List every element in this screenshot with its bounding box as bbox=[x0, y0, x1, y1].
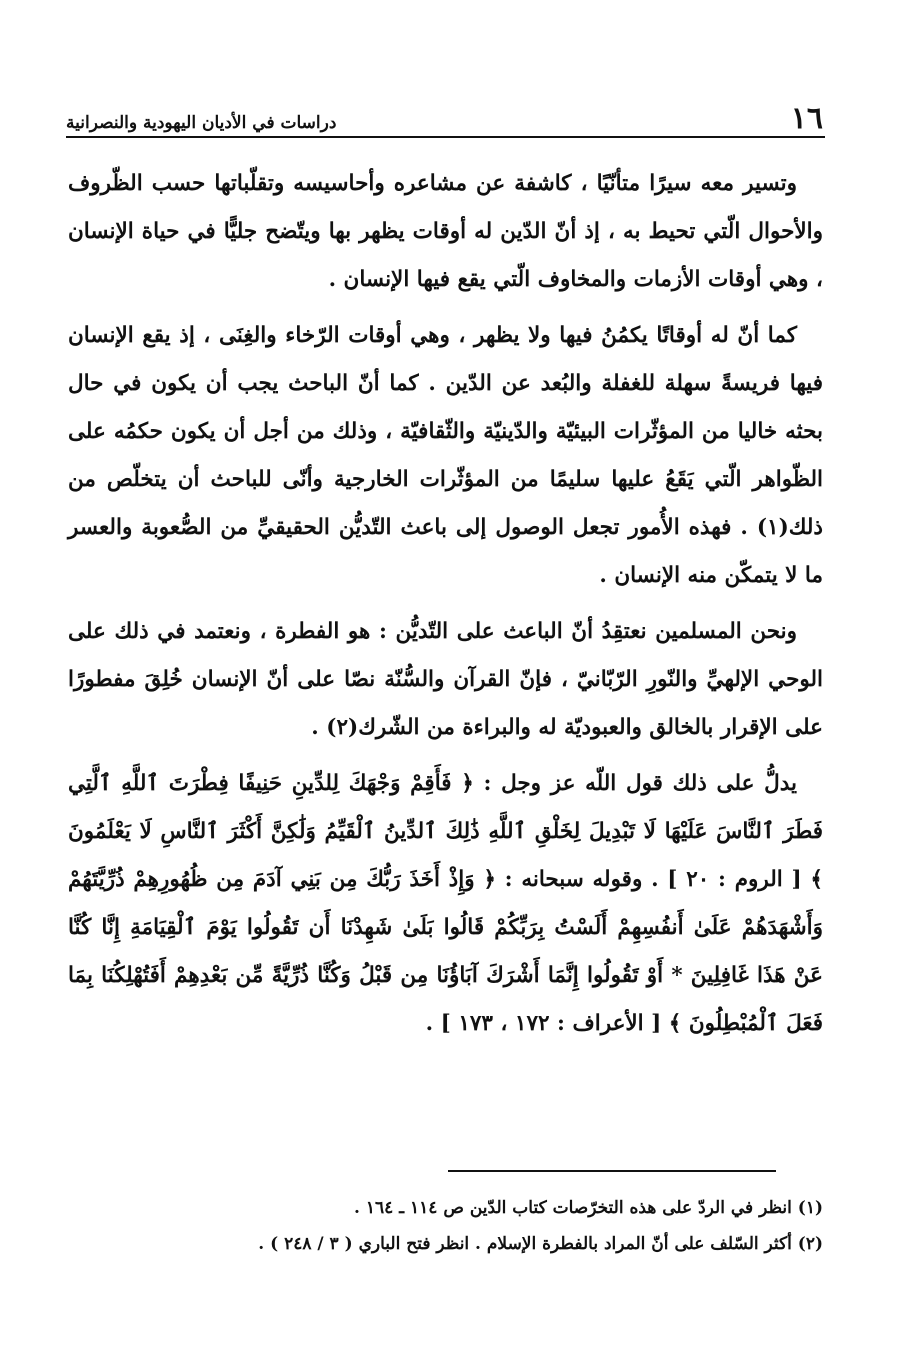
footnote: (٢) أكثر السّلف على أنّ المراد بالفطرة الإسلام . انظر فتح الباري ( ٣ / ٢٤٨ ) . bbox=[258, 1234, 823, 1254]
page-number: ١٦ bbox=[790, 101, 823, 136]
running-title: دراسات في الأديان اليهودية والنصرانية bbox=[66, 113, 337, 133]
page-header bbox=[66, 98, 823, 134]
footnote: (١) انظر في الردّ على هذه التخرّصات كتاب الدّين ص ١١٤ ـ ١٦٤ . bbox=[353, 1198, 823, 1218]
paragraph: ونحن المسلمين نعتقِدُ أنّ الباعث على التّديُّن : هو الفطرة ، ونعتمد في ذلك على الوحي الإلهيِّ والنّورِ الرّبّانيّ ، فإنّ القرآن والسُّنّة نصّا على أنّ الإنسان خُلِقَ مفطورًا على الإقرار بالخالق والعبوديّة له والبراءة من الشّرك(٢) . bbox=[68, 619, 823, 740]
paragraph: وتسير معه سيرًا متأنّيًا ، كاشفة عن مشاعره وأحاسيسه وتقلّباتها حسب الظّروف والأحوال الّتي تحيط به ، إذ أنّ الدّين له أوقات يظهر بها ويتّضح جليًّا في حياة الإنسان ، وهي أوقات الأزمات والمخاوف الّتي يقع فيها الإنسان . bbox=[68, 171, 823, 292]
paragraph: كما أنّ له أوقاتًا يكمُنُ فيها ولا يظهر ، وهي أوقات الرّخاء والغِنَى ، إذ يقع الإنسان فيها فريسةً سهلة للغفلة والبُعد عن الدّين . كما أنّ الباحث يجب أن يكون في حال بحثه خاليا من المؤثّرات البيئيّة والدّينيّة والثّقافيّة ، وذلك من أجل أن يكون حكمُه على الظّواهر الّتي يَقَعُ عليها سليمًا من المؤثّرات الخارجية وأنّى للباحث أن يتخلّص من ذلك(١) . فهذه الأُمور تجعل الوصول إلى باعث التّديُّن الحقيقيِّ من الصُّعوبة والعسر ما لا يتمكّن منه الإنسان . bbox=[68, 323, 823, 588]
footnote-rule bbox=[448, 1170, 776, 1172]
main-text bbox=[68, 160, 823, 1056]
header-rule bbox=[66, 136, 825, 138]
paragraph: يدلُّ على ذلك قول اللّه عز وجل : ﴿ فَأَقِمْ وَجْهَكَ لِلدِّينِ حَنِيفًا فِطْرَتَ ٱللَّهِ ٱلَّتِي فَطَرَ ٱلنَّاسَ عَلَيْهَا لَا تَبْدِيلَ لِخَلْقِ ٱللَّهِ ذَٰلِكَ ٱلدِّينُ ٱلْقَيِّمُ وَلَٰكِنَّ أَكْثَرَ ٱلنَّاسِ لَا يَعْلَمُونَ ﴾ [ الروم : ٢٠ ] . وقوله سبحانه : ﴿ وَإِذْ أَخَذَ رَبُّكَ مِن بَنِي آدَمَ مِن ظُهُورِهِمْ ذُرِّيَّتَهُمْ وَأَشْهَدَهُمْ عَلَىٰ أَنفُسِهِمْ أَلَسْتُ بِرَبِّكُمْ قَالُوا بَلَىٰ شَهِدْنَا أَن تَقُولُوا يَوْمَ ٱلْقِيَامَةِ إِنَّا كُنَّا عَنْ هَذَا غَافِلِينَ * أَوْ تَقُولُوا إِنَّمَا أَشْرَكَ آبَاؤُنَا مِن قَبْلُ وَكُنَّا ذُرِّيَّةً مِّن بَعْدِهِمْ أَفَتُهْلِكُنَا بِمَا فَعَلَ ٱلْمُبْطِلُونَ ﴾ [ الأعراف : ١٧٢ ، ١٧٣ ] . bbox=[68, 771, 823, 1036]
footnotes bbox=[70, 1190, 823, 1262]
